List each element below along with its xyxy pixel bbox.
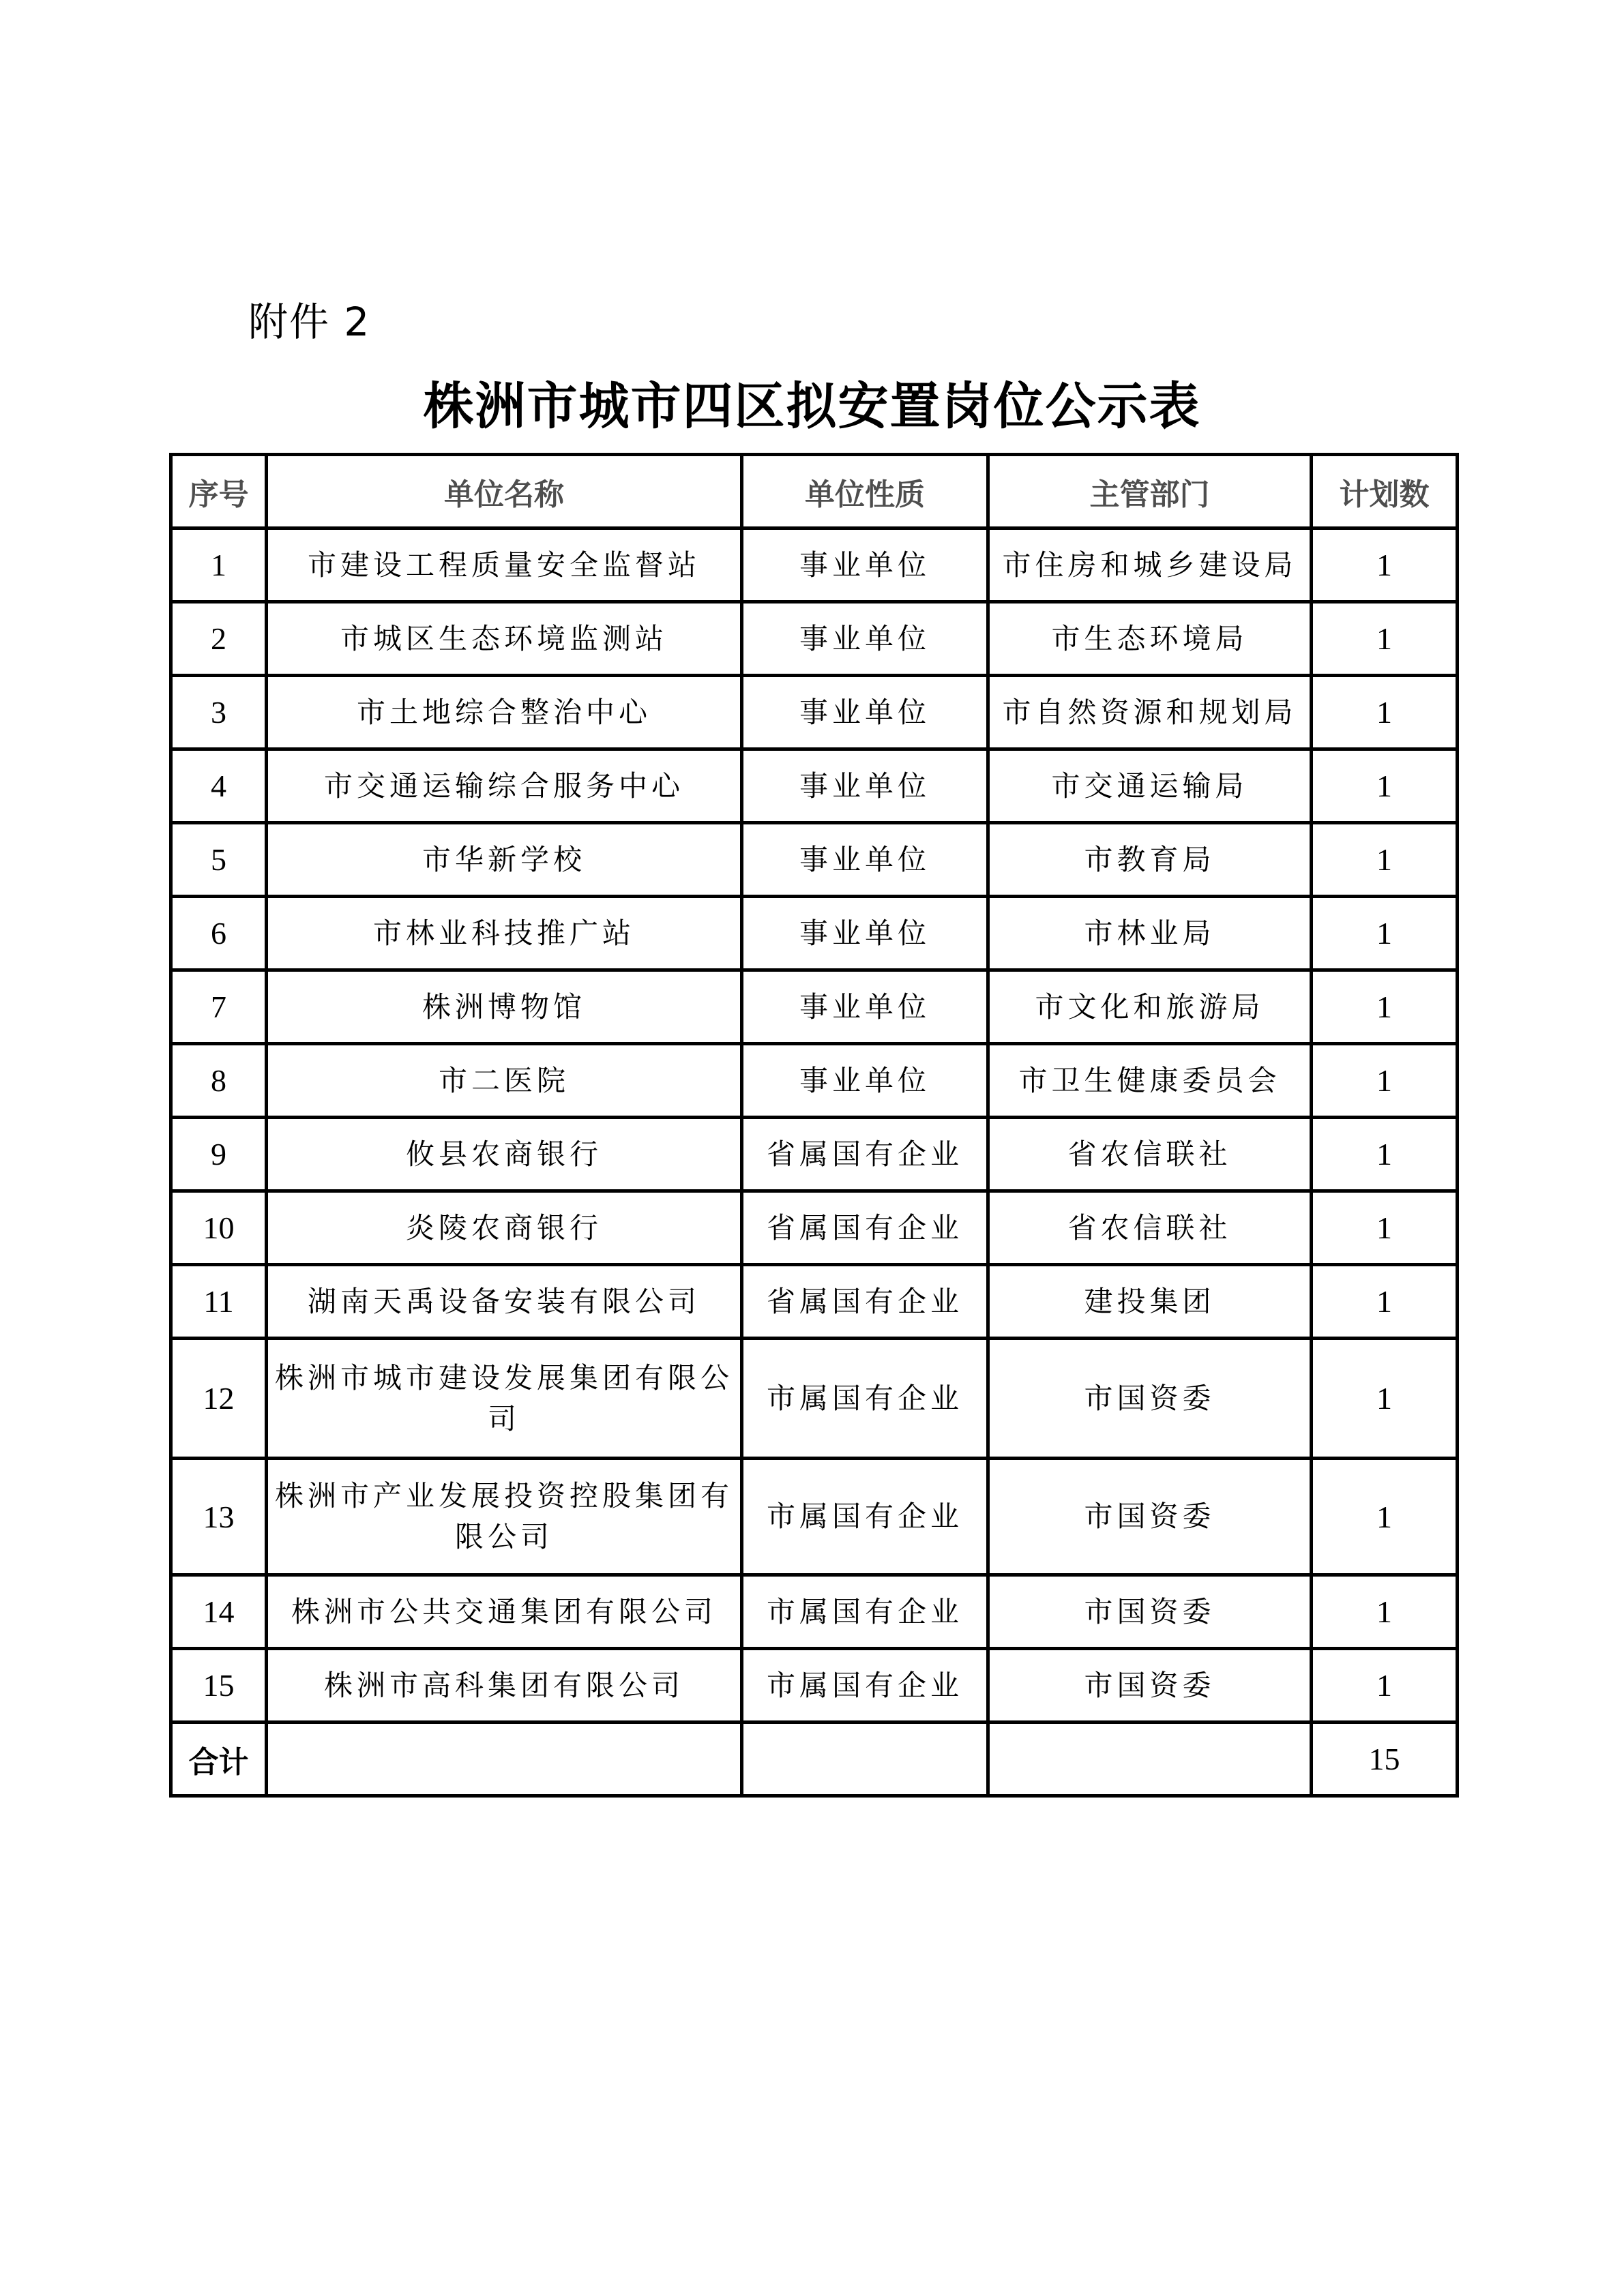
row-supervising-dept: 省农信联社 bbox=[988, 1191, 1312, 1265]
table-row bbox=[171, 1191, 1458, 1265]
table-row bbox=[171, 970, 1458, 1044]
row-unit-nature: 事业单位 bbox=[742, 897, 988, 970]
row-seq: 15 bbox=[171, 1649, 267, 1723]
row-unit-name: 市土地综合整治中心 bbox=[267, 676, 742, 749]
row-seq: 14 bbox=[171, 1575, 267, 1649]
row-seq: 2 bbox=[171, 602, 267, 676]
row-unit-nature: 市属国有企业 bbox=[742, 1575, 988, 1649]
row-plan-count: 1 bbox=[1312, 897, 1458, 970]
row-supervising-dept: 建投集团 bbox=[988, 1265, 1312, 1339]
row-unit-nature: 事业单位 bbox=[742, 749, 988, 823]
row-supervising-dept: 省农信联社 bbox=[988, 1118, 1312, 1191]
header-seq: 序号 bbox=[171, 455, 267, 528]
row-seq: 7 bbox=[171, 970, 267, 1044]
table-row bbox=[171, 1044, 1458, 1118]
table-total-row bbox=[171, 1723, 1458, 1796]
row-plan-count: 1 bbox=[1312, 970, 1458, 1044]
placement-positions-table bbox=[169, 453, 1459, 1798]
row-unit-name: 株洲市高科集团有限公司 bbox=[267, 1649, 742, 1723]
row-unit-name: 湖南天禹设备安装有限公司 bbox=[267, 1265, 742, 1339]
row-unit-nature: 事业单位 bbox=[742, 528, 988, 602]
row-unit-nature: 市属国有企业 bbox=[742, 1649, 988, 1723]
row-seq: 3 bbox=[171, 676, 267, 749]
row-supervising-dept: 市国资委 bbox=[988, 1575, 1312, 1649]
row-unit-name: 株洲博物馆 bbox=[267, 970, 742, 1044]
table-row bbox=[171, 528, 1458, 602]
row-unit-nature: 省属国有企业 bbox=[742, 1265, 988, 1339]
row-unit-nature: 事业单位 bbox=[742, 970, 988, 1044]
row-supervising-dept: 市卫生健康委员会 bbox=[988, 1044, 1312, 1118]
row-unit-nature: 事业单位 bbox=[742, 602, 988, 676]
total-unit-nature bbox=[742, 1723, 988, 1796]
row-supervising-dept: 市住房和城乡建设局 bbox=[988, 528, 1312, 602]
row-seq: 6 bbox=[171, 897, 267, 970]
row-supervising-dept: 市教育局 bbox=[988, 823, 1312, 897]
row-supervising-dept: 市国资委 bbox=[988, 1649, 1312, 1723]
total-label: 合计 bbox=[171, 1723, 267, 1796]
row-unit-name: 炎陵农商银行 bbox=[267, 1191, 742, 1265]
total-supervising-dept bbox=[988, 1723, 1312, 1796]
row-unit-name: 株洲市公共交通集团有限公司 bbox=[267, 1575, 742, 1649]
row-seq: 4 bbox=[171, 749, 267, 823]
total-unit-name bbox=[267, 1723, 742, 1796]
row-seq: 13 bbox=[171, 1459, 267, 1575]
row-plan-count: 1 bbox=[1312, 1339, 1458, 1459]
header-unit-nature: 单位性质 bbox=[742, 455, 988, 528]
table-row bbox=[171, 602, 1458, 676]
table-row bbox=[171, 897, 1458, 970]
row-plan-count: 1 bbox=[1312, 749, 1458, 823]
row-unit-name: 市交通运输综合服务中心 bbox=[267, 749, 742, 823]
table-row bbox=[171, 749, 1458, 823]
row-supervising-dept: 市国资委 bbox=[988, 1459, 1312, 1575]
row-seq: 8 bbox=[171, 1044, 267, 1118]
row-unit-name: 株洲市产业发展投资控股集团有限公司 bbox=[267, 1459, 742, 1575]
row-seq: 1 bbox=[171, 528, 267, 602]
row-seq: 10 bbox=[171, 1191, 267, 1265]
row-supervising-dept: 市林业局 bbox=[988, 897, 1312, 970]
row-unit-nature: 市属国有企业 bbox=[742, 1339, 988, 1459]
row-unit-nature: 省属国有企业 bbox=[742, 1191, 988, 1265]
table-row bbox=[171, 1649, 1458, 1723]
row-unit-name: 市华新学校 bbox=[267, 823, 742, 897]
row-unit-name: 市城区生态环境监测站 bbox=[267, 602, 742, 676]
row-plan-count: 1 bbox=[1312, 602, 1458, 676]
header-unit-name: 单位名称 bbox=[267, 455, 742, 528]
table-header-row bbox=[171, 455, 1458, 528]
document-title: 株洲市城市四区拟安置岗位公示表 bbox=[423, 377, 1201, 436]
row-plan-count: 1 bbox=[1312, 1191, 1458, 1265]
row-unit-nature: 市属国有企业 bbox=[742, 1459, 988, 1575]
row-plan-count: 1 bbox=[1312, 676, 1458, 749]
header-plan-count: 计划数 bbox=[1312, 455, 1458, 528]
table-row bbox=[171, 1118, 1458, 1191]
row-plan-count: 1 bbox=[1312, 1575, 1458, 1649]
row-unit-nature: 事业单位 bbox=[742, 823, 988, 897]
row-plan-count: 1 bbox=[1312, 1044, 1458, 1118]
row-plan-count: 1 bbox=[1312, 1649, 1458, 1723]
row-unit-nature: 省属国有企业 bbox=[742, 1118, 988, 1191]
row-unit-name: 攸县农商银行 bbox=[267, 1118, 742, 1191]
row-unit-name: 市林业科技推广站 bbox=[267, 897, 742, 970]
row-unit-nature: 事业单位 bbox=[742, 1044, 988, 1118]
row-seq: 11 bbox=[171, 1265, 267, 1339]
row-unit-nature: 事业单位 bbox=[742, 676, 988, 749]
attachment-label: 附件 2 bbox=[248, 299, 371, 345]
row-unit-name: 市二医院 bbox=[267, 1044, 742, 1118]
row-supervising-dept: 市国资委 bbox=[988, 1339, 1312, 1459]
row-plan-count: 1 bbox=[1312, 1265, 1458, 1339]
row-seq: 12 bbox=[171, 1339, 267, 1459]
row-supervising-dept: 市交通运输局 bbox=[988, 749, 1312, 823]
total-plan-count: 15 bbox=[1312, 1723, 1458, 1796]
row-plan-count: 1 bbox=[1312, 823, 1458, 897]
row-supervising-dept: 市文化和旅游局 bbox=[988, 970, 1312, 1044]
table-row bbox=[171, 823, 1458, 897]
row-plan-count: 1 bbox=[1312, 1459, 1458, 1575]
row-unit-name: 株洲市城市建设发展集团有限公司 bbox=[267, 1339, 742, 1459]
row-seq: 9 bbox=[171, 1118, 267, 1191]
table-row bbox=[171, 1575, 1458, 1649]
row-supervising-dept: 市自然资源和规划局 bbox=[988, 676, 1312, 749]
row-plan-count: 1 bbox=[1312, 1118, 1458, 1191]
table-row bbox=[171, 1265, 1458, 1339]
table-row bbox=[171, 676, 1458, 749]
row-plan-count: 1 bbox=[1312, 528, 1458, 602]
row-unit-name: 市建设工程质量安全监督站 bbox=[267, 528, 742, 602]
row-supervising-dept: 市生态环境局 bbox=[988, 602, 1312, 676]
header-supervising-dept: 主管部门 bbox=[988, 455, 1312, 528]
table-row bbox=[171, 1459, 1458, 1575]
table-row bbox=[171, 1339, 1458, 1459]
row-seq: 5 bbox=[171, 823, 267, 897]
